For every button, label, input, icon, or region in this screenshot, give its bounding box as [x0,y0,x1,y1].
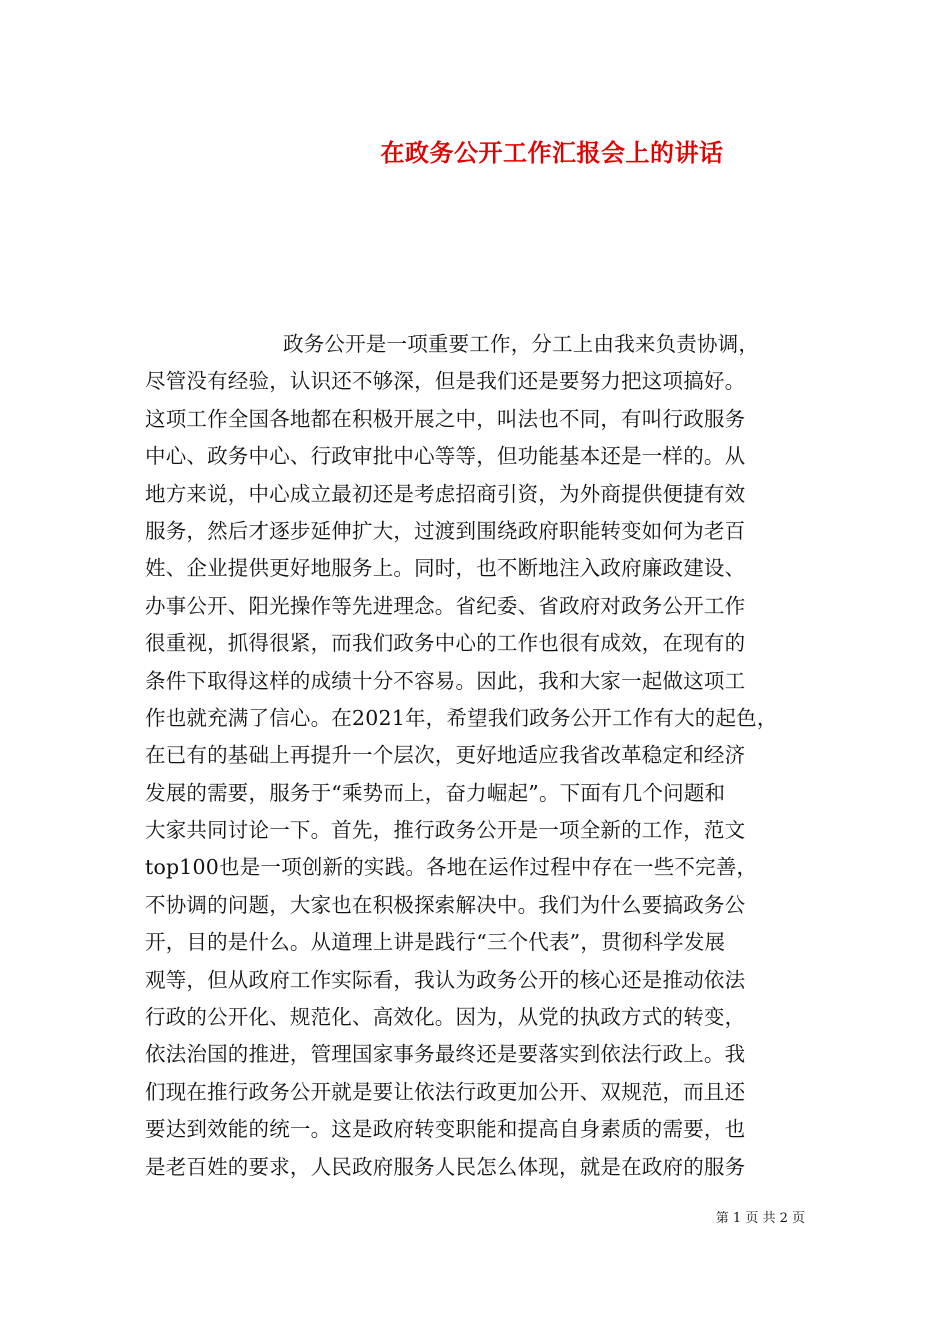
paragraph-line: 尽管没有经验，认识还不够深，但是我们还是要努力把这项搞好。 [145,369,746,394]
paragraph-line: 要达到效能的统一。这是政府转变职能和提高自身素质的需要，也 [145,1117,746,1142]
paragraph-line: 大家共同讨论一下。首先，推行政务公开是一项全新的工作，范文 [145,818,746,843]
document-body [145,326,809,1186]
paragraph-line: 这项工作全国各地都在积极开展之中，叫法也不同，有叫行政服务 [145,406,746,431]
paragraph-line: 办事公开、阳光操作等先进理念。省纪委、省政府对政务公开工作 [145,593,746,618]
document-title: 在政务公开工作汇报会上的讲话 [380,138,724,167]
paragraph-line: 观等，但从政府工作实际看，我认为政务公开的核心还是推动依法 [145,967,746,992]
paragraph-line: 政务公开是一项重要工作，分工上由我来负责协调， [283,332,760,356]
paragraph-line: 姓、企业提供更好地服务上。同时，也不断地注入政府廉政建设、 [145,556,746,581]
paragraph-line: 服务，然后才逐步延伸扩大，过渡到围绕政府职能转变如何为老百 [145,518,746,543]
paragraph-line: 不协调的问题，大家也在积极探索解决中。我们为什么要搞政务公 [145,892,746,917]
paragraph-line: top100也是一项创新的实践。各地在运作过程中存在一些不完善， [145,855,758,880]
paragraph-line: 中心、政务中心、行政审批中心等等，但功能基本还是一样的。从 [145,444,746,469]
paragraph-line: 是老百姓的要求，人民政府服务人民怎么体现，就是在政府的服务 [145,1154,746,1179]
paragraph-line: 在已有的基础上再提升一个层次，更好地适应我省改革稳定和经济 [145,743,746,768]
paragraph-line: 地方来说，中心成立最初还是考虑招商引资，为外商提供便捷有效 [145,481,746,506]
paragraph-line: 依法治国的推进，管理国家事务最终还是要落实到依法行政上。我 [145,1042,746,1067]
paragraph-line: 们现在推行政务公开就是要让依法行政更加公开、双规范，而且还 [145,1079,746,1104]
paragraph-line: 发展的需要，服务于“乘势而上，奋力崛起”。下面有几个问题和 [145,780,726,805]
paragraph-line: 很重视，抓得很紧，而我们政务中心的工作也很有成效，在现有的 [145,631,746,656]
paragraph-line: 条件下取得这样的成绩十分不容易。因此，我和大家一起做这项工 [145,668,746,693]
page-number-footer: 第 1 页 共 2 页 [715,1211,805,1226]
paragraph-line: 行政的公开化、规范化、高效化。因为，从党的执政方式的转变， [145,1005,746,1030]
paragraph-line: 作也就充满了信心。在2021年，希望我们政务公开工作有大的起色， [145,705,778,730]
paragraph-line: 开，目的是什么。从道理上讲是践行“三个代表”，贯彻科学发展 [145,930,726,955]
